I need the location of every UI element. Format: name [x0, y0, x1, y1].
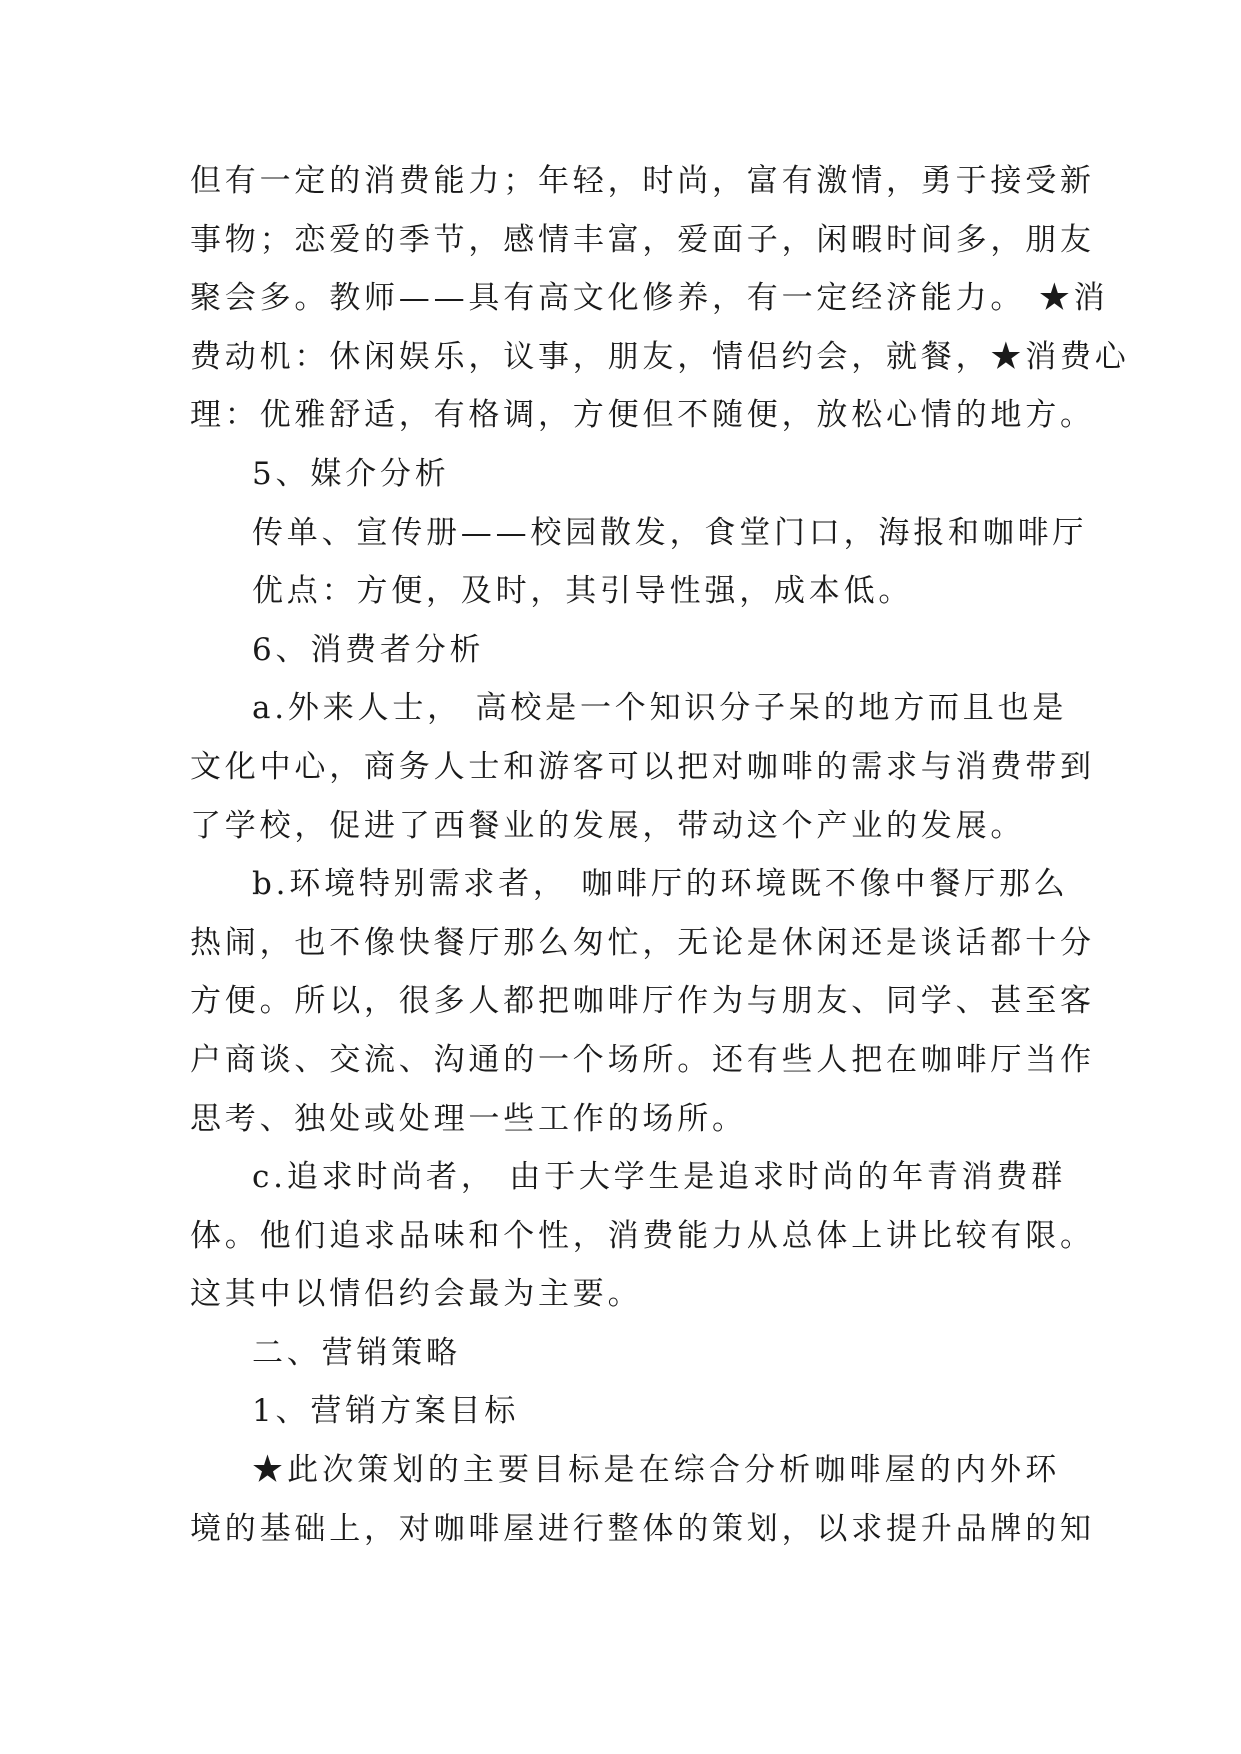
section-heading: 5、媒介分析: [252, 455, 450, 492]
body-line: 体。他们追求品味和个性，消费能力从总体上讲比较有限。: [190, 1217, 1095, 1254]
body-line: 理：优雅舒适，有格调，方便但不随便，放松心情的地方。: [190, 397, 1095, 434]
body-line: 这其中以情侣约会最为主要。: [190, 1276, 643, 1313]
body-line: 费动机：休闲娱乐，议事，朋友，情侣约会，就餐，★消费心: [190, 338, 1130, 375]
body-line: c.追求时尚者， 由于大学生是追求时尚的年青消费群: [252, 1159, 1067, 1196]
body-line: 方便。所以，很多人都把咖啡厅作为与朋友、同学、甚至客: [190, 983, 1095, 1020]
body-line: b.环境特别需求者， 咖啡厅的环境既不像中餐厅那么: [252, 866, 1069, 903]
body-line: 传单、宣传册——校园散发，食堂门口，海报和咖啡厅: [252, 514, 1088, 551]
section-heading: 1、营销方案目标: [252, 1393, 520, 1430]
document-page: [190, 152, 1130, 1558]
body-line: 思考、独处或处理一些工作的场所。: [190, 1100, 747, 1137]
body-line: 优点：方便，及时，其引导性强，成本低。: [252, 573, 914, 610]
section-heading: 二、营销策略: [252, 1334, 461, 1371]
body-line: 文化中心，商务人士和游客可以把对咖啡的需求与消费带到: [190, 748, 1095, 785]
body-line: 境的基础上，对咖啡屋进行整体的策划，以求提升品牌的知: [190, 1510, 1095, 1547]
body-line: 热闹，也不像快餐厅那么匆忙，无论是休闲还是谈话都十分: [190, 924, 1095, 961]
body-line: a.外来人士， 高校是一个知识分子呆的地方而且也是: [252, 690, 1068, 727]
body-line: 户商谈、交流、沟通的一个场所。还有些人把在咖啡厅当作: [190, 1041, 1095, 1078]
body-line: 聚会多。教师——具有高文化修养，有一定经济能力。 ★消: [190, 280, 1109, 317]
body-line: 事物；恋爱的季节，感情丰富，爱面子，闲暇时间多，朋友: [190, 221, 1095, 258]
body-line: ★此次策划的主要目标是在综合分析咖啡屋的内外环: [252, 1452, 1060, 1489]
section-heading: 6、消费者分析: [252, 631, 485, 668]
body-line: 但有一定的消费能力；年轻，时尚，富有激情，勇于接受新: [190, 163, 1095, 199]
body-line: 了学校，促进了西餐业的发展，带动这个产业的发展。: [190, 807, 1026, 844]
